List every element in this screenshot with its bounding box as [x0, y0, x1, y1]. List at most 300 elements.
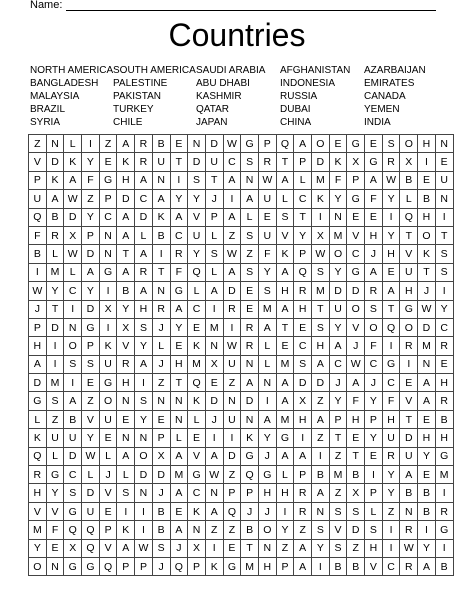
grid-cell[interactable]: B: [64, 410, 82, 428]
grid-cell[interactable]: S: [365, 521, 383, 539]
grid-cell[interactable]: P: [223, 484, 241, 502]
grid-cell[interactable]: N: [135, 484, 153, 502]
grid-cell[interactable]: R: [29, 466, 47, 484]
grid-cell[interactable]: N: [418, 355, 436, 373]
grid-cell[interactable]: I: [99, 318, 117, 336]
grid-cell[interactable]: X: [99, 300, 117, 318]
grid-cell[interactable]: H: [365, 539, 383, 557]
grid-cell[interactable]: O: [400, 318, 418, 336]
grid-cell[interactable]: I: [312, 557, 330, 575]
grid-cell[interactable]: Q: [188, 263, 206, 281]
grid-cell[interactable]: I: [135, 374, 153, 392]
grid-cell[interactable]: T: [152, 263, 170, 281]
grid-cell[interactable]: N: [329, 208, 347, 226]
grid-cell[interactable]: N: [46, 135, 64, 153]
grid-cell[interactable]: D: [400, 429, 418, 447]
grid-cell[interactable]: A: [400, 466, 418, 484]
grid-cell[interactable]: J: [418, 282, 436, 300]
grid-cell[interactable]: Z: [223, 466, 241, 484]
grid-cell[interactable]: A: [365, 171, 383, 189]
grid-cell[interactable]: Y: [135, 337, 153, 355]
grid-cell[interactable]: L: [188, 282, 206, 300]
grid-cell[interactable]: H: [29, 337, 47, 355]
grid-cell[interactable]: G: [46, 466, 64, 484]
grid-cell[interactable]: Y: [135, 410, 153, 428]
grid-cell[interactable]: O: [99, 392, 117, 410]
grid-cell[interactable]: R: [400, 557, 418, 575]
grid-cell[interactable]: W: [312, 245, 330, 263]
grid-cell[interactable]: U: [82, 502, 100, 520]
grid-cell[interactable]: W: [64, 245, 82, 263]
grid-cell[interactable]: R: [435, 502, 453, 520]
grid-cell[interactable]: Z: [223, 521, 241, 539]
grid-cell[interactable]: E: [347, 208, 365, 226]
grid-cell[interactable]: U: [400, 263, 418, 281]
grid-cell[interactable]: L: [82, 466, 100, 484]
grid-cell[interactable]: N: [64, 318, 82, 336]
grid-cell[interactable]: I: [152, 245, 170, 263]
grid-cell[interactable]: J: [258, 447, 276, 465]
grid-cell[interactable]: S: [435, 245, 453, 263]
grid-cell[interactable]: I: [170, 171, 188, 189]
grid-cell[interactable]: S: [435, 263, 453, 281]
grid-cell[interactable]: Q: [400, 208, 418, 226]
grid-cell[interactable]: L: [205, 263, 223, 281]
grid-cell[interactable]: A: [64, 171, 82, 189]
grid-cell[interactable]: D: [46, 153, 64, 171]
grid-cell[interactable]: H: [258, 484, 276, 502]
grid-cell[interactable]: S: [135, 392, 153, 410]
grid-cell[interactable]: J: [365, 374, 383, 392]
grid-cell[interactable]: X: [294, 392, 312, 410]
grid-cell[interactable]: M: [276, 410, 294, 428]
grid-cell[interactable]: E: [365, 135, 383, 153]
grid-cell[interactable]: C: [435, 318, 453, 336]
grid-cell[interactable]: A: [276, 392, 294, 410]
grid-cell[interactable]: G: [435, 521, 453, 539]
grid-cell[interactable]: Y: [46, 282, 64, 300]
grid-cell[interactable]: T: [400, 226, 418, 244]
grid-cell[interactable]: A: [312, 355, 330, 373]
grid-cell[interactable]: V: [365, 557, 383, 575]
grid-cell[interactable]: O: [312, 135, 330, 153]
grid-cell[interactable]: Q: [82, 539, 100, 557]
grid-cell[interactable]: J: [205, 410, 223, 428]
grid-cell[interactable]: A: [294, 447, 312, 465]
grid-cell[interactable]: I: [276, 502, 294, 520]
grid-cell[interactable]: I: [382, 539, 400, 557]
grid-cell[interactable]: R: [258, 153, 276, 171]
grid-cell[interactable]: L: [135, 226, 153, 244]
grid-cell[interactable]: G: [347, 190, 365, 208]
grid-cell[interactable]: O: [64, 337, 82, 355]
grid-cell[interactable]: P: [276, 557, 294, 575]
grid-cell[interactable]: I: [223, 190, 241, 208]
grid-cell[interactable]: R: [241, 318, 259, 336]
grid-cell[interactable]: S: [241, 263, 259, 281]
grid-cell[interactable]: O: [365, 318, 383, 336]
grid-cell[interactable]: I: [205, 300, 223, 318]
grid-cell[interactable]: Y: [258, 429, 276, 447]
grid-cell[interactable]: E: [170, 502, 188, 520]
grid-cell[interactable]: V: [329, 521, 347, 539]
grid-cell[interactable]: V: [82, 410, 100, 428]
grid-cell[interactable]: W: [82, 447, 100, 465]
grid-cell[interactable]: J: [152, 318, 170, 336]
grid-cell[interactable]: D: [241, 392, 259, 410]
grid-cell[interactable]: A: [205, 282, 223, 300]
grid-cell[interactable]: G: [29, 392, 47, 410]
grid-cell[interactable]: E: [329, 135, 347, 153]
grid-cell[interactable]: S: [64, 484, 82, 502]
grid-cell[interactable]: S: [347, 502, 365, 520]
grid-cell[interactable]: V: [99, 484, 117, 502]
grid-cell[interactable]: L: [241, 208, 259, 226]
grid-cell[interactable]: T: [382, 300, 400, 318]
grid-cell[interactable]: P: [99, 190, 117, 208]
grid-cell[interactable]: X: [347, 484, 365, 502]
grid-cell[interactable]: Z: [99, 135, 117, 153]
grid-cell[interactable]: C: [135, 190, 153, 208]
grid-cell[interactable]: J: [29, 300, 47, 318]
grid-cell[interactable]: I: [64, 300, 82, 318]
grid-cell[interactable]: Z: [29, 135, 47, 153]
grid-cell[interactable]: S: [46, 392, 64, 410]
grid-cell[interactable]: S: [117, 484, 135, 502]
grid-cell[interactable]: X: [64, 539, 82, 557]
grid-cell[interactable]: Q: [64, 521, 82, 539]
grid-cell[interactable]: O: [400, 135, 418, 153]
grid-cell[interactable]: A: [117, 263, 135, 281]
grid-cell[interactable]: J: [205, 190, 223, 208]
grid-cell[interactable]: A: [276, 171, 294, 189]
grid-cell[interactable]: M: [418, 337, 436, 355]
grid-cell[interactable]: N: [99, 226, 117, 244]
grid-cell[interactable]: Q: [29, 447, 47, 465]
grid-cell[interactable]: F: [258, 245, 276, 263]
grid-cell[interactable]: A: [223, 208, 241, 226]
grid-cell[interactable]: L: [188, 410, 206, 428]
grid-cell[interactable]: G: [258, 466, 276, 484]
grid-cell[interactable]: X: [205, 355, 223, 373]
grid-cell[interactable]: H: [418, 208, 436, 226]
grid-cell[interactable]: P: [258, 135, 276, 153]
grid-cell[interactable]: J: [365, 245, 383, 263]
grid-cell[interactable]: J: [258, 502, 276, 520]
grid-cell[interactable]: D: [117, 190, 135, 208]
grid-cell[interactable]: Q: [382, 318, 400, 336]
grid-cell[interactable]: L: [46, 245, 64, 263]
grid-cell[interactable]: D: [205, 135, 223, 153]
grid-cell[interactable]: I: [382, 337, 400, 355]
grid-cell[interactable]: D: [135, 208, 153, 226]
grid-cell[interactable]: R: [294, 484, 312, 502]
grid-cell[interactable]: G: [365, 153, 383, 171]
grid-cell[interactable]: C: [382, 374, 400, 392]
grid-cell[interactable]: N: [99, 245, 117, 263]
grid-cell[interactable]: A: [64, 392, 82, 410]
grid-cell[interactable]: L: [99, 447, 117, 465]
grid-cell[interactable]: E: [152, 410, 170, 428]
grid-cell[interactable]: G: [170, 282, 188, 300]
grid-cell[interactable]: J: [170, 539, 188, 557]
grid-cell[interactable]: B: [400, 484, 418, 502]
grid-cell[interactable]: I: [46, 355, 64, 373]
grid-cell[interactable]: A: [294, 557, 312, 575]
grid-cell[interactable]: Y: [329, 190, 347, 208]
grid-cell[interactable]: A: [82, 263, 100, 281]
grid-cell[interactable]: Y: [82, 429, 100, 447]
grid-cell[interactable]: W: [29, 282, 47, 300]
grid-cell[interactable]: N: [117, 429, 135, 447]
grid-cell[interactable]: R: [135, 263, 153, 281]
grid-cell[interactable]: N: [258, 539, 276, 557]
grid-cell[interactable]: A: [117, 208, 135, 226]
grid-cell[interactable]: J: [152, 557, 170, 575]
grid-cell[interactable]: S: [241, 153, 259, 171]
grid-cell[interactable]: U: [64, 429, 82, 447]
grid-cell[interactable]: P: [117, 557, 135, 575]
grid-cell[interactable]: N: [188, 521, 206, 539]
grid-cell[interactable]: T: [170, 374, 188, 392]
grid-cell[interactable]: F: [82, 171, 100, 189]
grid-cell[interactable]: Z: [82, 392, 100, 410]
grid-cell[interactable]: P: [188, 557, 206, 575]
grid-cell[interactable]: I: [435, 208, 453, 226]
grid-cell[interactable]: B: [152, 226, 170, 244]
grid-cell[interactable]: E: [347, 429, 365, 447]
grid-cell[interactable]: Y: [382, 484, 400, 502]
grid-cell[interactable]: A: [418, 557, 436, 575]
grid-cell[interactable]: A: [135, 171, 153, 189]
grid-cell[interactable]: P: [152, 429, 170, 447]
grid-cell[interactable]: E: [241, 282, 259, 300]
grid-cell[interactable]: J: [99, 466, 117, 484]
grid-cell[interactable]: F: [46, 521, 64, 539]
grid-cell[interactable]: Y: [329, 392, 347, 410]
grid-cell[interactable]: A: [152, 190, 170, 208]
grid-cell[interactable]: L: [29, 410, 47, 428]
grid-cell[interactable]: F: [382, 392, 400, 410]
grid-cell[interactable]: K: [99, 337, 117, 355]
grid-cell[interactable]: A: [135, 282, 153, 300]
grid-cell[interactable]: H: [29, 484, 47, 502]
grid-cell[interactable]: W: [135, 539, 153, 557]
grid-cell[interactable]: Y: [29, 539, 47, 557]
grid-cell[interactable]: Z: [223, 226, 241, 244]
grid-cell[interactable]: E: [99, 429, 117, 447]
grid-cell[interactable]: G: [241, 135, 259, 153]
grid-cell[interactable]: H: [135, 300, 153, 318]
grid-cell[interactable]: K: [312, 190, 330, 208]
grid-cell[interactable]: Y: [188, 245, 206, 263]
grid-cell[interactable]: K: [329, 153, 347, 171]
grid-cell[interactable]: P: [294, 466, 312, 484]
grid-cell[interactable]: B: [29, 245, 47, 263]
grid-cell[interactable]: V: [276, 226, 294, 244]
grid-cell[interactable]: K: [418, 245, 436, 263]
grid-cell[interactable]: S: [294, 355, 312, 373]
grid-cell[interactable]: I: [223, 318, 241, 336]
grid-cell[interactable]: D: [82, 484, 100, 502]
grid-cell[interactable]: Z: [312, 429, 330, 447]
grid-cell[interactable]: F: [29, 226, 47, 244]
grid-cell[interactable]: P: [241, 484, 259, 502]
grid-cell[interactable]: E: [400, 374, 418, 392]
grid-cell[interactable]: S: [64, 355, 82, 373]
grid-cell[interactable]: W: [205, 466, 223, 484]
grid-cell[interactable]: R: [294, 502, 312, 520]
grid-cell[interactable]: Y: [365, 429, 383, 447]
grid-cell[interactable]: B: [152, 521, 170, 539]
grid-cell[interactable]: H: [294, 410, 312, 428]
grid-cell[interactable]: P: [329, 410, 347, 428]
grid-cell[interactable]: A: [294, 135, 312, 153]
grid-cell[interactable]: E: [241, 300, 259, 318]
grid-cell[interactable]: O: [258, 521, 276, 539]
grid-cell[interactable]: E: [205, 374, 223, 392]
grid-cell[interactable]: G: [99, 374, 117, 392]
grid-cell[interactable]: E: [82, 374, 100, 392]
grid-cell[interactable]: R: [135, 135, 153, 153]
grid-cell[interactable]: U: [400, 447, 418, 465]
grid-cell[interactable]: Z: [347, 539, 365, 557]
grid-cell[interactable]: Y: [258, 263, 276, 281]
grid-cell[interactable]: N: [223, 392, 241, 410]
grid-cell[interactable]: A: [241, 374, 259, 392]
grid-cell[interactable]: N: [258, 374, 276, 392]
grid-cell[interactable]: E: [170, 135, 188, 153]
grid-cell[interactable]: A: [276, 300, 294, 318]
grid-cell[interactable]: I: [435, 539, 453, 557]
grid-cell[interactable]: L: [117, 466, 135, 484]
grid-cell[interactable]: H: [382, 410, 400, 428]
grid-cell[interactable]: T: [400, 410, 418, 428]
grid-cell[interactable]: M: [329, 466, 347, 484]
grid-cell[interactable]: A: [365, 263, 383, 281]
grid-cell[interactable]: B: [435, 410, 453, 428]
grid-cell[interactable]: K: [29, 429, 47, 447]
grid-cell[interactable]: J: [347, 337, 365, 355]
grid-cell[interactable]: A: [135, 245, 153, 263]
grid-cell[interactable]: P: [29, 171, 47, 189]
grid-cell[interactable]: E: [435, 355, 453, 373]
grid-cell[interactable]: J: [329, 374, 347, 392]
grid-cell[interactable]: I: [435, 282, 453, 300]
grid-cell[interactable]: P: [365, 484, 383, 502]
grid-cell[interactable]: H: [435, 374, 453, 392]
grid-cell[interactable]: E: [418, 171, 436, 189]
grid-cell[interactable]: X: [64, 226, 82, 244]
grid-cell[interactable]: R: [117, 355, 135, 373]
grid-cell[interactable]: T: [329, 429, 347, 447]
grid-cell[interactable]: E: [99, 502, 117, 520]
grid-cell[interactable]: G: [82, 557, 100, 575]
grid-cell[interactable]: X: [152, 447, 170, 465]
grid-cell[interactable]: E: [258, 208, 276, 226]
grid-cell[interactable]: M: [241, 557, 259, 575]
grid-cell[interactable]: B: [329, 557, 347, 575]
grid-cell[interactable]: F: [365, 190, 383, 208]
grid-cell[interactable]: H: [294, 300, 312, 318]
grid-cell[interactable]: S: [135, 318, 153, 336]
grid-cell[interactable]: L: [205, 226, 223, 244]
grid-cell[interactable]: N: [241, 171, 259, 189]
grid-cell[interactable]: G: [276, 429, 294, 447]
grid-cell[interactable]: G: [188, 466, 206, 484]
grid-cell[interactable]: H: [418, 135, 436, 153]
grid-cell[interactable]: A: [312, 410, 330, 428]
grid-cell[interactable]: V: [117, 337, 135, 355]
grid-cell[interactable]: F: [365, 337, 383, 355]
grid-cell[interactable]: T: [347, 447, 365, 465]
grid-cell[interactable]: K: [117, 153, 135, 171]
grid-cell[interactable]: Y: [82, 153, 100, 171]
grid-cell[interactable]: C: [294, 190, 312, 208]
grid-cell[interactable]: W: [382, 171, 400, 189]
grid-cell[interactable]: V: [400, 392, 418, 410]
grid-cell[interactable]: Z: [223, 374, 241, 392]
grid-cell[interactable]: W: [223, 245, 241, 263]
grid-cell[interactable]: A: [382, 282, 400, 300]
grid-cell[interactable]: X: [117, 318, 135, 336]
grid-cell[interactable]: Y: [382, 190, 400, 208]
grid-cell[interactable]: K: [205, 557, 223, 575]
grid-cell[interactable]: Q: [276, 135, 294, 153]
grid-cell[interactable]: D: [82, 300, 100, 318]
grid-cell[interactable]: Y: [188, 190, 206, 208]
grid-cell[interactable]: G: [347, 263, 365, 281]
grid-cell[interactable]: V: [347, 318, 365, 336]
grid-cell[interactable]: G: [382, 355, 400, 373]
grid-cell[interactable]: X: [400, 153, 418, 171]
grid-cell[interactable]: S: [82, 355, 100, 373]
grid-cell[interactable]: I: [205, 539, 223, 557]
grid-cell[interactable]: N: [152, 392, 170, 410]
grid-cell[interactable]: Z: [152, 374, 170, 392]
grid-cell[interactable]: Y: [418, 539, 436, 557]
grid-cell[interactable]: D: [188, 153, 206, 171]
grid-cell[interactable]: R: [241, 337, 259, 355]
grid-cell[interactable]: Y: [382, 466, 400, 484]
grid-cell[interactable]: N: [170, 410, 188, 428]
grid-cell[interactable]: H: [276, 484, 294, 502]
grid-cell[interactable]: A: [418, 374, 436, 392]
grid-cell[interactable]: Y: [365, 392, 383, 410]
grid-cell[interactable]: A: [170, 447, 188, 465]
grid-cell[interactable]: K: [46, 171, 64, 189]
grid-cell[interactable]: B: [117, 282, 135, 300]
grid-cell[interactable]: I: [312, 447, 330, 465]
grid-cell[interactable]: C: [223, 153, 241, 171]
grid-cell[interactable]: A: [258, 410, 276, 428]
grid-cell[interactable]: I: [365, 466, 383, 484]
grid-cell[interactable]: O: [418, 226, 436, 244]
grid-cell[interactable]: B: [312, 466, 330, 484]
grid-cell[interactable]: W: [258, 171, 276, 189]
grid-cell[interactable]: U: [99, 355, 117, 373]
grid-cell[interactable]: X: [347, 153, 365, 171]
grid-cell[interactable]: D: [312, 374, 330, 392]
grid-cell[interactable]: S: [258, 282, 276, 300]
grid-cell[interactable]: B: [400, 171, 418, 189]
grid-cell[interactable]: Y: [170, 190, 188, 208]
grid-cell[interactable]: R: [294, 282, 312, 300]
grid-cell[interactable]: J: [152, 355, 170, 373]
grid-cell[interactable]: O: [135, 447, 153, 465]
grid-cell[interactable]: T: [276, 318, 294, 336]
grid-cell[interactable]: Q: [241, 466, 259, 484]
